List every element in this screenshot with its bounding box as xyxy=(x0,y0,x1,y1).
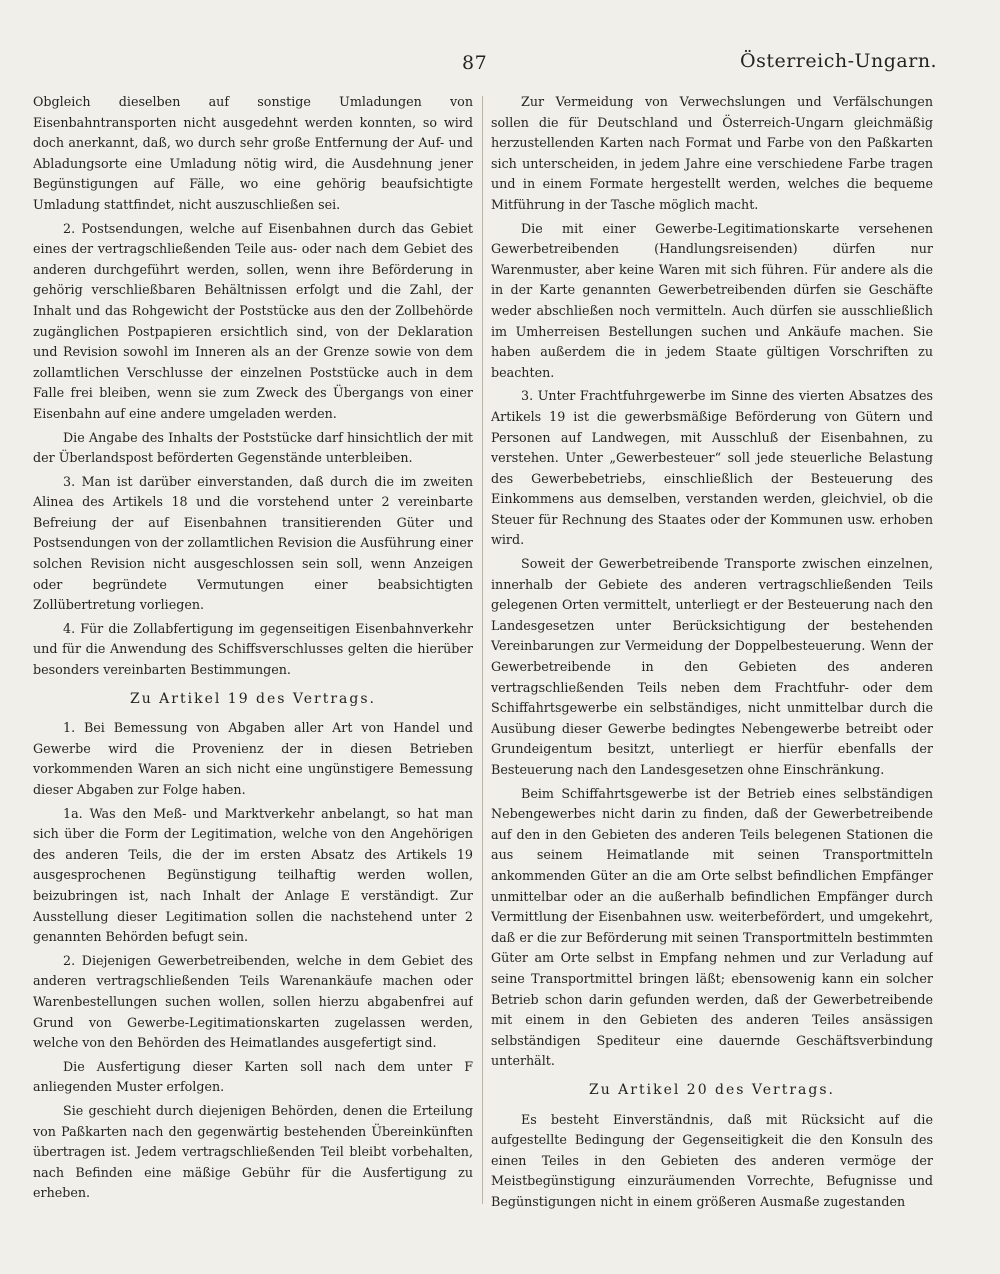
column-divider xyxy=(482,96,483,1204)
paragraph: Soweit der Gewerbetreibende Transporte zwischen einzelnen, innerhalb der Gebiete des anderen vertragschließenden Teils gelegenen Orten vermittelt, unterliegt er der Besteuerung nach den Landesgesetzen unter Berücksichtigung der bestehenden Vereinbarungen zur Vermeidung der Doppelbesteuerung. Wenn der Gewerbetreibende in den Gebieten des anderen vertragschließenden Teils neben dem Frachtfuhr- oder dem Schiffahrtsgewerbe ein selbständiges, nicht unmittelbar durch die Ausübung dieser Gewerbe bedingtes Nebengewerbe betreibt oder Grundeigentum besitzt, unterliegt er hierfür ebenfalls der Besteuerung nach den Landesgesetzen ohne Einschränkung. xyxy=(491,556,933,777)
section-heading: Zu Artikel 19 des Vertrags. xyxy=(129,690,376,707)
paragraph: 4. Für die Zollabfertigung im gegenseitigen Eisenbahnverkehr und für die Anwendung des Schiffsverschlusses gelten die hierüber besonders vereinbarten Bestimmungen. xyxy=(33,620,473,678)
paragraph: 3. Man ist darüber einverstanden, daß durch die im zweiten Alinea des Artikels 18 und die vorstehend unter 2 vereinbarte Befreiung der auf Eisenbahnen transitierenden Güter und Postsendungen von der zollamtlichen Revision die Ausführung einer solchen Revision nicht ausgeschlossen sein soll, wenn Anzeigen oder begründete Vermutungen einer beabsichtigten Zollübertretung vorliegen. xyxy=(33,473,473,613)
paragraph: 3. Unter Frachtfuhrgewerbe im Sinne des vierten Absatzes des Artikels 19 ist die gewerbsmäßige Beförderung von Gütern und Personen auf Landwegen, mit Ausschluß der Eisenbahnen, zu verstehen. Unter „Gewerbesteuer“ soll jede steuerliche Belastung des Gewerbebetriebs, einschließlich der Besteuerung des Einkommens aus demselben, verstanden werden, gleichviel, ob die Steuer für Rechnung des Staates oder der Kommunen usw. erhoben wird. xyxy=(491,388,933,548)
right-column xyxy=(491,92,933,1232)
paragraph: Die Angabe des Inhalts der Poststücke darf hinsichtlich der mit der Überlandspost beförderten Gegenstände unterbleiben. xyxy=(33,429,473,466)
paragraph: Beim Schiffahrtsgewerbe ist der Betrieb eines selbständigen Nebengewerbes nicht darin zu finden, daß der Gewerbetreibende auf den in den Gebieten des anderen Teils belegenen Stationen die aus seinem Heimatlande mit seinen Transportmitteln ankommenden Güter an die am Orte selbst befindlichen Empfänger unmittelbar oder an die außerhalb befindlichen Empfänger durch Vermittlung der Eisenbahnen usw. weiterbefördert, und umgekehrt, daß er die zur Beförderung mit seinen Transportmitteln bestimmten Güter am Orte selbst in Empfang nehmen und zur Verladung auf seine Transportmittel bringen läßt; ebensowenig kann ein solcher Betrieb schon darin gefunden werden, daß der Gewerbetreibende mit einem in den Gebieten des anderen Teiles ansässigen selbständigen Spediteur eine dauernde Geschäftsverbindung unterhält. xyxy=(491,785,933,1069)
paragraph: Die mit einer Gewerbe-Legitimationskarte versehenen Gewerbetreibenden (Handlungsreisenden) dürfen nur Warenmuster, aber keine Waren mit sich führen. Für andere als die in der Karte genannten Gewerbetreibenden dürfen sie Geschäfte weder abschließen noch vermitteln. Auch dürfen sie ausschließlich im Umherreisen Bestellungen suchen und Ankäufe machen. Sie haben außerdem die in jedem Staate gültigen Vorschriften zu beachten. xyxy=(491,220,933,380)
paragraph: Obgleich dieselben auf sonstige Umladungen von Eisenbahntransporten nicht ausgedehnt werden konnten, so wird doch anerkannt, daß, wo durch sehr große Entfernung der Auf- und Abladungsorte eine Umladung nötig wird, die Ausdehnung jener Begünstigungen auf Fälle, wo eine gehörig beaufsichtigte Umladung stattfindet, nicht auszuschließen sei. xyxy=(33,94,473,212)
paragraph: Zur Vermeidung von Verwechslungen und Verfälschungen sollen die für Deutschland und Österreich-Ungarn gleichmäßig herzustellenden Karten nach Format und Farbe von den Paßkarten sich unterscheiden, in jedem Jahre eine verschiedene Farbe tragen und in einem Formate hergestellt werden, welches die bequeme Mitführung in der Tasche möglich macht. xyxy=(491,94,933,212)
paragraph: 1a. Was den Meß- und Marktverkehr anbelangt, so hat man sich über die Form der Legitimation, welche von den Angehörigen des anderen Teils, die der im ersten Absatz des Artikels 19 ausgesprochenen Begünstigung teilhaftig werden wollen, beizubringen ist, nach Inhalt der Anlage E verständigt. Zur Ausstellung dieser Legitimation sollen die nachstehend unter 2 genannten Behörden befugt sein. xyxy=(33,805,473,945)
left-column xyxy=(33,92,473,1232)
paragraph: 1. Bei Bemessung von Abgaben aller Art von Handel und Gewerbe wird die Provenienz der in diesen Betrieben vorkommenden Waren an sich nicht eine ungünstigere Bemessung dieser Abgaben zur Folge haben. xyxy=(33,720,473,797)
running-head: Österreich-Ungarn. xyxy=(740,50,938,72)
paragraph: Die Ausfertigung dieser Karten soll nach dem unter F anliegenden Muster erfolgen. xyxy=(33,1058,473,1095)
section-heading: Zu Artikel 20 des Vertrags. xyxy=(588,1081,835,1098)
paragraph: 2. Diejenigen Gewerbetreibenden, welche in dem Gebiet des anderen vertragschließenden Teils Warenankäufe machen oder Warenbestellungen suchen wollen, sollen hierzu abgabenfrei auf Grund von Gewerbe-Legitimationskarten zugelassen werden, welche von den Behörden des Heimatlandes ausgefertigt sind. xyxy=(33,952,473,1051)
paragraph: Sie geschieht durch diejenigen Behörden, denen die Erteilung von Paßkarten nach den gegenwärtig bestehenden Übereinkünften übertragen ist. Jedem vertragschließenden Teil bleibt vorbehalten, nach Befinden eine mäßige Gebühr für die Ausfertigung zu erheben. xyxy=(33,1102,473,1201)
paragraph: Es besteht Einverständnis, daß mit Rücksicht auf die aufgestellte Bedingung der Gegenseitigkeit die den Konsuln des einen Teiles in den Gebieten des anderen vermöge der Meistbegünstigung einzuräumenden Vorrechte, Befugnisse und Begünstigungen nicht in einem größeren Ausmaße zugestanden xyxy=(491,1111,933,1209)
paragraph: 2. Postsendungen, welche auf Eisenbahnen durch das Gebiet eines der vertragschließenden Teile aus- oder nach dem Gebiet des anderen durchgeführt werden, sollen, wenn ihre Beförderung in gehörig verschließbaren Behältnissen erfolgt und die Zahl, der Inhalt und das Rohgewicht der Poststücke aus den der Zollbehörde zugänglichen Postpapieren ersichtlich sind, von der Deklaration und Revision sowohl im Inneren als an der Grenze sowie von dem zollamtlichen Verschlusse der einzelnen Poststücke auch in dem Falle frei bleiben, wenn sie zum Zweck des Übergangs von einer Eisenbahn auf eine andere umgeladen werden. xyxy=(33,220,473,421)
page-number: 87 xyxy=(462,52,488,74)
